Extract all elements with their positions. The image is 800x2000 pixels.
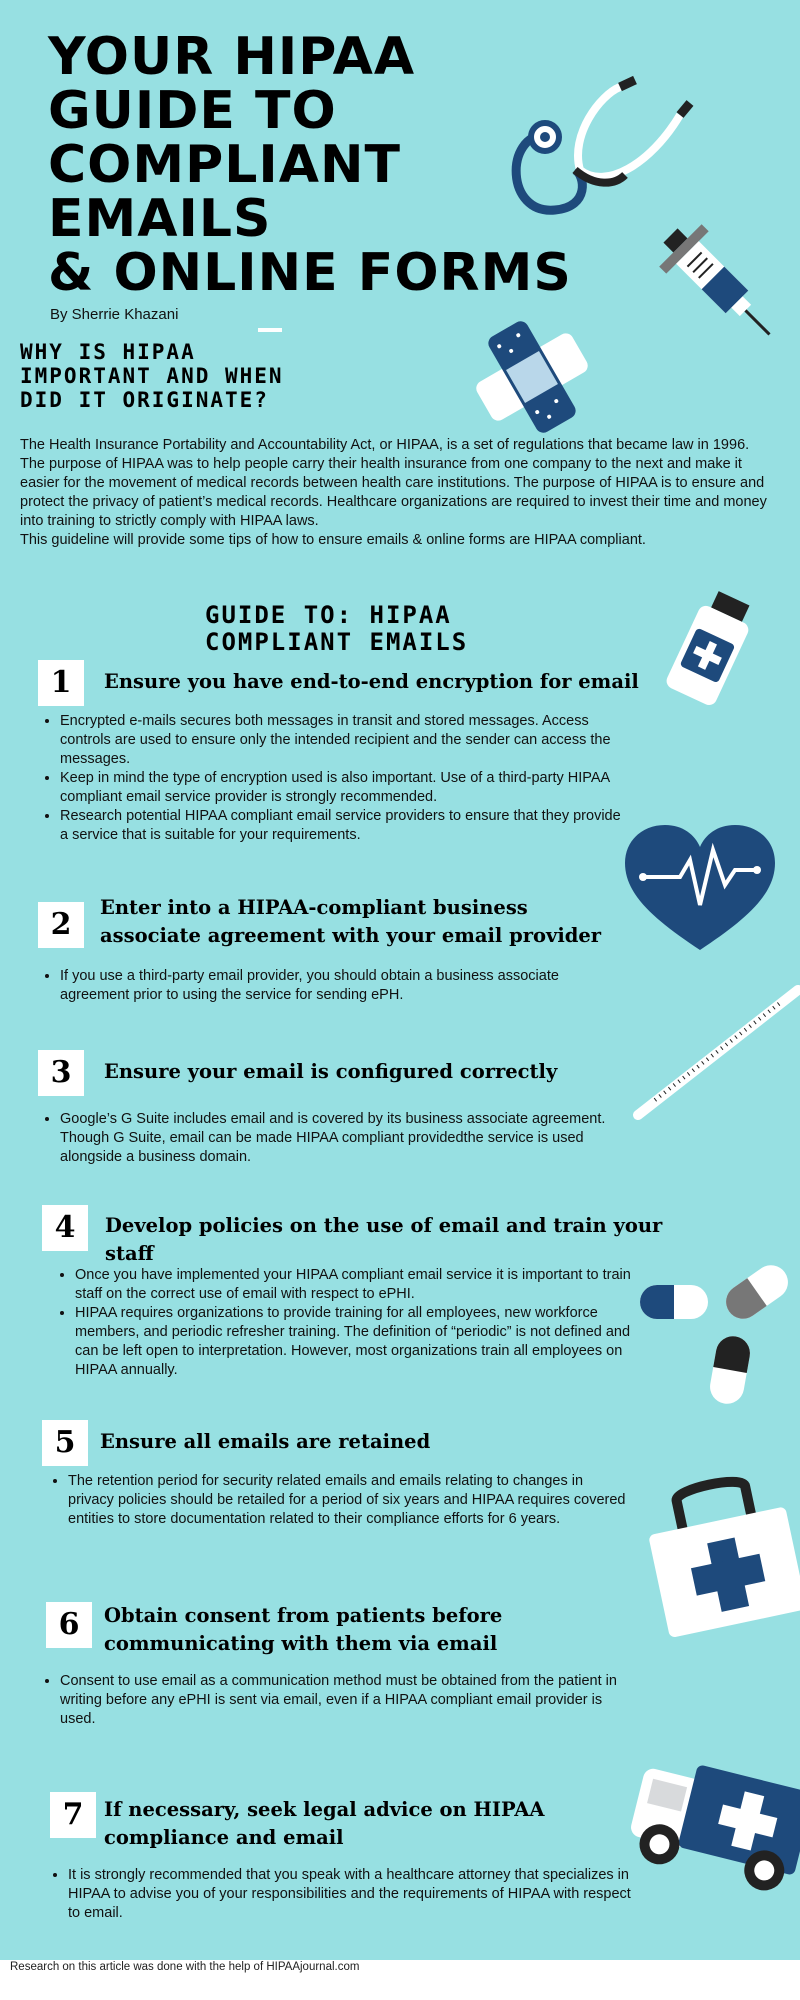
title-line: GUIDE TO (48, 81, 337, 141)
guide-heading: GUIDE TO: HIPAA COMPLIANT EMAILS (205, 601, 469, 656)
bullet-item: • Encrypted e-mails secures both messages in transit and stored messages. Access controls are used to ensure only the intended recipient and the sender can access the messages. (60, 712, 630, 769)
intro-paragraph: This guideline will provide some tips of how to ensure emails & online forms are HIPAA compliant. (20, 532, 646, 548)
bullet-item: • Research potential HIPAA compliant email service providers to ensure that they provide a service that is suitable for your requirements. (60, 807, 630, 845)
step-bullets (40, 967, 600, 1005)
bullet-item: • If you use a third-party email provider, you should obtain a business associate agreement prior to using the service for sending ePH. (60, 967, 600, 1005)
step-number: 3 (38, 1050, 84, 1096)
title-line: COMPLIANT (48, 135, 401, 195)
title-line: & ONLINE FORMS (48, 243, 572, 303)
bullet-item: • It is strongly recommended that you speak with a healthcare attorney that specializes in HIPAA to advise you of your responsibilities and the requirements of HIPAA with respect to email. (68, 1866, 638, 1923)
divider (258, 328, 282, 332)
step-number: 7 (50, 1792, 96, 1838)
step-heading: Ensure all emails are retained (100, 1430, 431, 1453)
step-number: 5 (42, 1420, 88, 1466)
author-byline: By Sherrie Khazani (50, 306, 179, 323)
step-heading: Ensure your email is configured correctly (104, 1060, 558, 1083)
bandage-icon (465, 310, 600, 445)
step-heading: If necessary, seek legal advice on HIPAA compliance and email (104, 1798, 545, 1849)
stethoscope-icon (495, 75, 705, 225)
step-bullets (40, 712, 630, 845)
step-number: 6 (46, 1602, 92, 1648)
footer-credit: Research on this article was done with the help of HIPAAjournal.com (10, 1961, 360, 1973)
bullet-item: • Keep in mind the type of encryption used is also important. Use of a third-party HIPAA compliant email service provider is strongly recommended. (60, 769, 630, 807)
syringe-icon (640, 205, 800, 365)
step-bullets (48, 1866, 638, 1923)
step-heading: Ensure you have end-to-end encryption for email (104, 670, 639, 693)
step-bullets (48, 1472, 628, 1529)
intro-text (20, 436, 780, 550)
step-heading: Obtain consent from patients before communicating with them via email (104, 1604, 503, 1655)
bullet-item: • The retention period for security related emails and emails relating to changes in privacy policies should be retailed for a period of six years and HIPAA requires covered entities to store documentation related to their compliance efforts for 6 years. (68, 1472, 628, 1529)
first-aid-kit-icon (645, 1470, 800, 1640)
bullet-item: • Once you have implemented your HIPAA compliant email service it is important to train staff on the correct use of email with respect to ePHI. (75, 1266, 635, 1304)
step-number: 1 (38, 660, 84, 706)
title-line: EMAILS (48, 189, 272, 249)
thermometer-icon (630, 985, 800, 1125)
bullet-item: • Consent to use email as a communication method must be obtained from the patient in writing before any ePHI is sent via email, even if a HIPAA compliant email provider is used. (60, 1672, 620, 1729)
step-number: 2 (38, 902, 84, 948)
step-heading: Enter into a HIPAA-compliant business associate agreement with your email provider (100, 896, 602, 947)
step-bullets (40, 1672, 620, 1729)
title-line: YOUR HIPAA (48, 27, 416, 87)
intro-paragraph: The Health Insurance Portability and Accountability Act, or HIPAA, is a set of regulations that became law in 1996. (20, 437, 750, 453)
intro-paragraph: The purpose of HIPAA was to help people carry their health insurance from one company to the next and make it easier for the movement of medical records between health care institutions. The purpose of HIPAA is to ensure and protect the privacy of patient’s medical records. Healthcare organizations are required to invest their time and money into training to strictly comply with HIPAA laws. (20, 456, 767, 529)
why-heading: WHY IS HIPAA IMPORTANT AND WHEN DID IT ORIGINATE? (20, 340, 284, 412)
medicine-bottle-icon (655, 585, 765, 715)
pills-icon (635, 1255, 800, 1420)
step-bullets (40, 1110, 610, 1167)
heart-pulse-icon (625, 825, 775, 955)
page-title (48, 27, 572, 303)
step-bullets (55, 1266, 635, 1380)
bullet-item: • Google’s G Suite includes email and is covered by its business associate agreement. Though G Suite, email can be made HIPAA compliant providedthe service is used alongside a business domain. (60, 1110, 610, 1167)
ambulance-icon (625, 1745, 800, 1895)
step-heading: Develop policies on the use of email and train your staff (105, 1214, 663, 1265)
bullet-item: • HIPAA requires organizations to provide training for all employees, new workforce members, and periodic refresher training. The definition of “periodic” is not defined and can be left open to interpretation. However, most organizations train all employees on HIPAA annually. (75, 1304, 635, 1380)
step-number: 4 (42, 1205, 88, 1251)
